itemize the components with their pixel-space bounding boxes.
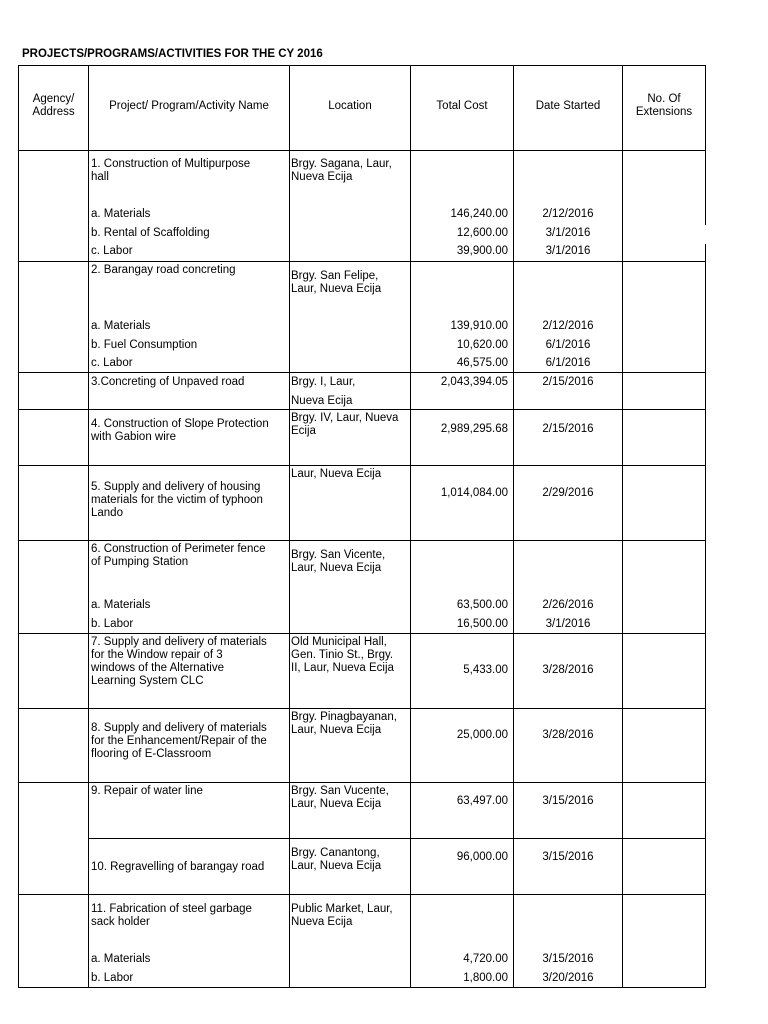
item-name: a. Materials <box>91 953 151 965</box>
row-divider <box>18 633 706 634</box>
project-name: 10. Regravelling of barangay road <box>91 861 265 873</box>
project-date: 3/15/2016 <box>542 851 594 863</box>
project-name: 7. Supply and delivery of materials for the Window repair of 3 windows of the Alternative Learning System CLC <box>91 636 267 687</box>
row-divider <box>18 372 706 373</box>
item-date: 3/20/2016 <box>542 972 594 984</box>
project-location: Brgy. San Vicente, Laur, Nueva Ecija <box>291 549 386 574</box>
item-name: b. Labor <box>91 972 134 984</box>
project-location: Old Municipal Hall, Gen. Tinio St., Brgy. II, Laur, Nueva Ecija <box>291 636 394 674</box>
item-name: b. Labor <box>91 618 134 630</box>
project-location: Brgy. Sagana, Laur, Nueva Ecija <box>291 158 392 183</box>
project-name: 11. Fabrication of steel garbage sack holder <box>91 903 252 928</box>
project-date: 3/15/2016 <box>542 795 594 807</box>
project-location: Laur, Nueva Ecija <box>291 468 382 480</box>
project-location: Brgy. San Felipe, Laur, Nueva Ecija <box>291 270 382 295</box>
project-date: 2/29/2016 <box>542 487 594 499</box>
project-location: Brgy. IV, Laur, Nueva Ecija <box>291 412 399 437</box>
project-location: Brgy. I, Laur, <box>291 376 356 388</box>
item-cost: 16,500.00 <box>456 618 508 630</box>
item-cost: 63,500.00 <box>456 599 508 611</box>
item-date: 3/1/2016 <box>545 245 591 257</box>
project-cost: 1,014,084.00 <box>440 487 508 499</box>
col-divider-cost <box>513 65 514 988</box>
col-divider-location <box>410 65 411 988</box>
row-divider <box>18 894 706 895</box>
project-date: 3/28/2016 <box>542 664 594 676</box>
project-date: 3/28/2016 <box>542 729 594 741</box>
row-divider <box>18 465 706 466</box>
project-cost: 5,433.00 <box>463 664 508 676</box>
project-date: 2/15/2016 <box>542 376 594 388</box>
item-name: b. Rental of Scaffolding <box>91 227 210 239</box>
row-divider <box>18 150 706 151</box>
header-project: Project/ Program/Activity Name <box>109 100 269 112</box>
item-date: 3/1/2016 <box>545 227 591 239</box>
project-cost: 2,043,394.05 <box>440 376 508 388</box>
table-border-bottom <box>18 987 706 988</box>
item-date: 2/12/2016 <box>542 320 594 332</box>
project-location: Nueva Ecija <box>291 395 353 407</box>
row-divider <box>18 540 706 541</box>
header-agency: Agency/ Address <box>32 93 75 118</box>
project-name: 4. Construction of Slope Protection with Gabion wire <box>91 418 269 443</box>
table-border-top <box>18 65 706 66</box>
item-date: 6/1/2016 <box>545 357 591 369</box>
row-divider <box>89 838 706 839</box>
project-location: Brgy. San Vucente, Laur, Nueva Ecija <box>291 785 389 810</box>
item-date: 2/26/2016 <box>542 599 594 611</box>
table-border-right <box>705 65 706 225</box>
item-name: c. Labor <box>91 357 133 369</box>
project-name: 6. Construction of Perimeter fence of Pumping Station <box>91 543 266 568</box>
header-total-cost: Total Cost <box>436 100 488 112</box>
item-cost: 10,620.00 <box>456 339 508 351</box>
header-location: Location <box>328 100 372 112</box>
project-cost: 25,000.00 <box>456 729 508 741</box>
project-cost: 2,989,295.68 <box>440 423 508 435</box>
item-cost: 1,800.00 <box>463 972 508 984</box>
project-name: 5. Supply and delivery of housing materials for the victim of typhoon Lando <box>91 481 263 519</box>
project-name: 9. Repair of water line <box>91 785 203 797</box>
item-cost: 39,900.00 <box>456 245 508 257</box>
row-divider <box>18 409 706 410</box>
item-cost: 4,720.00 <box>463 953 508 965</box>
project-name: 1. Construction of Multipurpose hall <box>91 158 251 183</box>
row-divider <box>18 782 706 783</box>
item-cost: 12,600.00 <box>456 227 508 239</box>
project-cost: 96,000.00 <box>456 851 508 863</box>
item-date: 3/1/2016 <box>545 618 591 630</box>
col-divider-project <box>289 65 290 988</box>
item-date: 6/1/2016 <box>545 339 591 351</box>
item-date: 2/12/2016 <box>542 208 594 220</box>
item-name: a. Materials <box>91 208 151 220</box>
col-divider-agency <box>88 65 89 988</box>
project-date: 2/15/2016 <box>542 423 594 435</box>
header-date-started: Date Started <box>535 100 601 112</box>
item-date: 3/15/2016 <box>542 953 594 965</box>
header-extensions: No. Of Extensions <box>635 93 693 118</box>
row-divider <box>18 261 706 262</box>
project-name: 2. Barangay road concreting <box>91 264 236 276</box>
table-border-right-lower <box>705 244 706 988</box>
document-title: PROJECTS/PROGRAMS/ACTIVITIES FOR THE CY 2016 <box>22 48 323 60</box>
item-name: b. Fuel Consumption <box>91 339 198 351</box>
project-location: Public Market, Laur, Nueva Ecija <box>291 903 393 928</box>
project-name: 8. Supply and delivery of materials for the Enhancement/Repair of the flooring of E-Classroom <box>91 722 267 760</box>
table-border-left <box>18 65 19 988</box>
item-cost: 146,240.00 <box>450 208 508 220</box>
item-cost: 139,910.00 <box>450 320 508 332</box>
item-name: a. Materials <box>91 599 151 611</box>
item-name: a. Materials <box>91 320 151 332</box>
project-location: Brgy. Pinagbayanan, Laur, Nueva Ecija <box>291 711 397 736</box>
item-name: c. Labor <box>91 245 133 257</box>
item-cost: 46,575.00 <box>456 357 508 369</box>
project-location: Brgy. Canantong, Laur, Nueva Ecija <box>291 847 382 872</box>
project-name: 3.Concreting of Unpaved road <box>91 376 245 388</box>
project-cost: 63,497.00 <box>456 795 508 807</box>
col-divider-date <box>622 65 623 988</box>
row-divider <box>18 708 706 709</box>
